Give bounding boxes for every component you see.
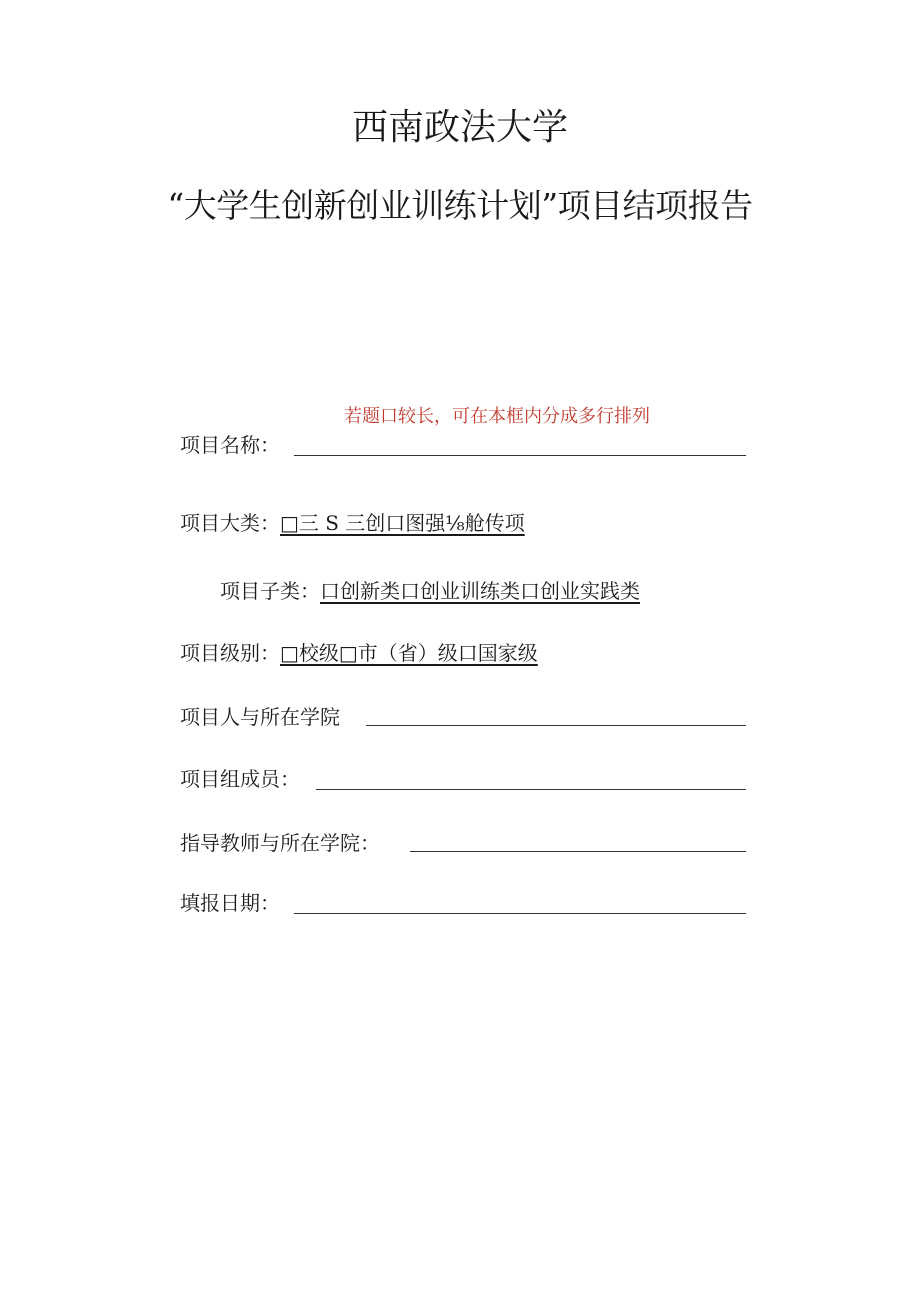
subcategory-options[interactable]: 口创新类口创业训练类口创业实践类 [320, 579, 640, 603]
date-label: 填报日期： [180, 891, 280, 915]
date-row [180, 888, 280, 918]
level-label: 项目级别： [180, 641, 280, 665]
owner-label: 项目人与所在学院 [180, 705, 340, 729]
category-row [180, 508, 525, 538]
owner-row [180, 702, 340, 732]
subcategory-label: 项目子类： [220, 579, 320, 603]
project-name-label: 项目名称： [180, 433, 280, 457]
members-field[interactable] [316, 789, 746, 790]
members-label: 项目组成员： [180, 767, 300, 791]
level-options[interactable]: □校级□市（省）级口国家级 [280, 641, 538, 665]
project-name-row [180, 430, 280, 460]
project-name-field[interactable] [294, 455, 746, 456]
members-row [180, 764, 300, 794]
report-title: “大学生创新创业训练计划”项目结项报告 [167, 186, 753, 225]
category-options[interactable]: □三 S 三创口图强⅛舱传项 [280, 511, 525, 535]
level-row [180, 638, 538, 668]
advisor-field[interactable] [410, 851, 746, 852]
advisor-label: 指导教师与所在学院： [180, 831, 380, 855]
category-label: 项目大类： [180, 511, 280, 535]
owner-field[interactable] [366, 725, 746, 726]
advisor-row [180, 828, 380, 858]
university-title: 西南政法大学 [351, 107, 568, 148]
subcategory-row [220, 576, 640, 606]
title-length-hint: 若题口较长，可在本框内分成多行排列 [344, 406, 650, 427]
date-field[interactable] [294, 913, 746, 914]
